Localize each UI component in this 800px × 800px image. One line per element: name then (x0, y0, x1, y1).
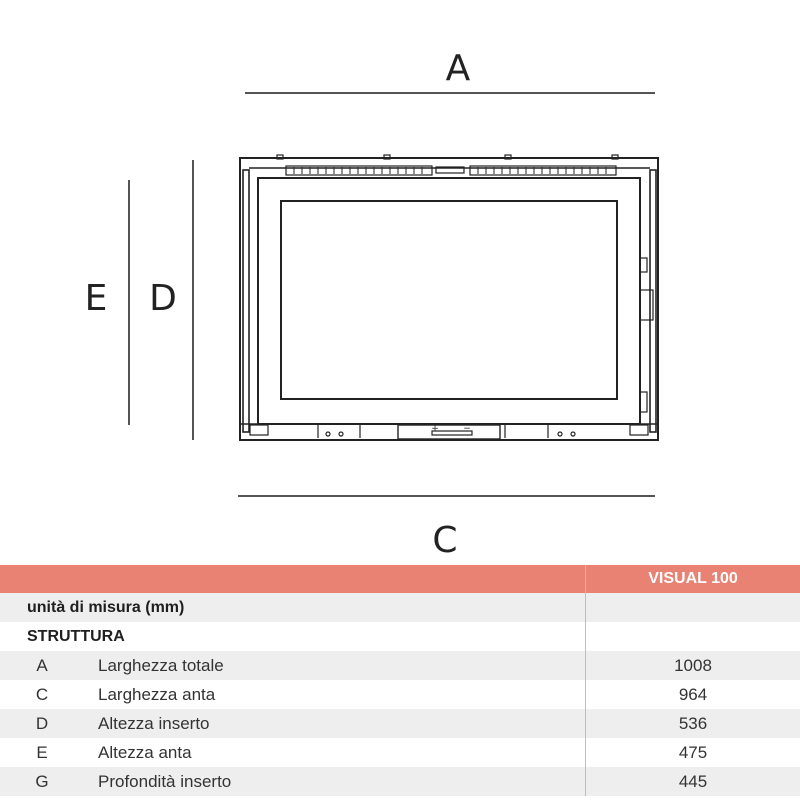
section-row (0, 622, 800, 651)
row-label: Larghezza totale (98, 656, 224, 675)
unit-label: unità di misura (mm) (27, 599, 185, 616)
dimension-label-c: C (432, 520, 458, 561)
table-row (0, 709, 800, 738)
row-value: 475 (678, 743, 708, 762)
column-divider (585, 622, 586, 651)
table-row (0, 738, 800, 767)
dimension-label-a: A (445, 48, 471, 89)
fireplace-insert-drawing (240, 155, 658, 440)
row-label: Profondità inserto (98, 772, 232, 791)
row-value: 536 (678, 714, 708, 733)
unit-row (0, 593, 800, 622)
row-code: G (35, 772, 49, 791)
dimension-label-e: E (84, 278, 108, 319)
table-row (0, 680, 800, 709)
air-control-panel (398, 425, 500, 439)
bottom-left-bracket (250, 425, 268, 435)
row-code: C (35, 685, 49, 704)
air-control-minus: − (463, 424, 471, 434)
table-row (0, 651, 800, 680)
row-code: E (36, 743, 48, 762)
row-label: Altezza inserto (98, 714, 210, 733)
row-code: A (36, 656, 48, 675)
bottom-right-bracket (630, 425, 648, 435)
row-label: Altezza anta (98, 743, 192, 762)
door-glass (281, 201, 617, 399)
row-value: 964 (678, 685, 708, 704)
dimension-label-d: D (149, 278, 177, 319)
door-frame (258, 178, 640, 424)
column-divider (585, 593, 586, 622)
row-code: D (35, 714, 49, 733)
spec-table (0, 565, 800, 796)
row-value: 1008 (674, 656, 712, 675)
table-row (0, 767, 800, 796)
air-control-plus: + (431, 424, 439, 434)
section-label: STRUTTURA (27, 628, 125, 645)
row-label: Larghezza anta (98, 685, 216, 704)
row-value: 445 (678, 772, 708, 791)
model-name: VISUAL 100 (648, 570, 738, 587)
table-header (0, 565, 800, 593)
